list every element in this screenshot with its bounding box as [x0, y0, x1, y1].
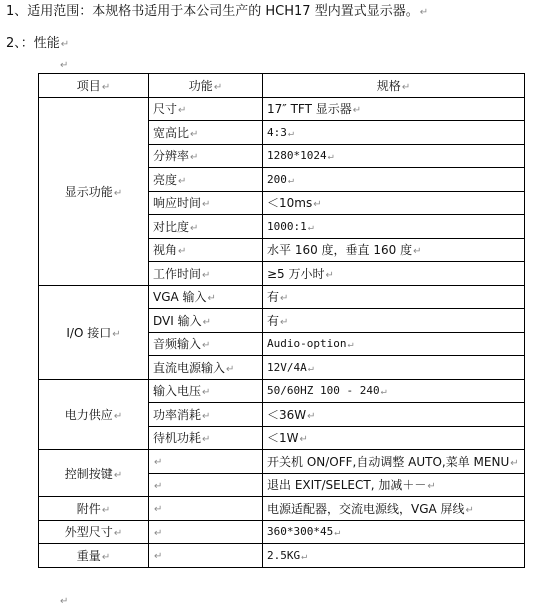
function-label: 分辨率	[153, 149, 190, 164]
group-name: 外型尺寸	[64, 525, 113, 540]
function-cell	[149, 168, 263, 192]
return-mark: ↵	[465, 504, 474, 516]
return-mark: ↵	[334, 527, 341, 539]
return-mark: ↵	[202, 199, 211, 211]
function-cell	[149, 544, 263, 568]
group-name: 附件	[76, 501, 101, 516]
spec-value: 有	[267, 290, 280, 305]
return-mark: ↵	[347, 339, 354, 351]
spec-cell	[263, 215, 525, 239]
table-header-row	[39, 74, 525, 98]
return-mark: ↵	[202, 434, 211, 446]
spec-cell	[263, 544, 525, 568]
return-mark: ↵	[325, 269, 334, 281]
spec-cell	[263, 332, 525, 356]
spec-value: 2.5KG	[267, 548, 301, 562]
spec-table	[38, 73, 525, 568]
function-cell	[149, 215, 263, 239]
spec-cell	[263, 238, 525, 262]
return-mark: ↵	[419, 7, 429, 18]
function-label: 宽高比	[153, 125, 190, 140]
function-label: 工作时间	[153, 266, 202, 281]
return-mark: ↵	[299, 434, 308, 446]
function-cell	[149, 473, 263, 497]
spec-cell	[263, 97, 525, 121]
spec-value: ＜1W	[267, 431, 299, 446]
table-row	[39, 97, 525, 121]
spec-cell	[263, 144, 525, 168]
function-label: 功率消耗	[153, 407, 202, 422]
table-row	[39, 450, 525, 474]
spec-value: 200	[267, 172, 287, 186]
table-row	[39, 379, 525, 403]
function-cell	[149, 332, 263, 356]
spec-value: ＜10ms	[267, 196, 313, 211]
group-name: I/O 接口	[66, 325, 112, 340]
return-mark: ↵	[101, 551, 111, 563]
return-mark: ↵	[307, 410, 316, 422]
return-mark: ↵	[112, 328, 121, 340]
return-mark: ↵	[154, 551, 163, 563]
group-name-cell	[39, 285, 149, 379]
return-mark: ↵	[307, 221, 314, 233]
function-label: 视角	[153, 243, 178, 258]
return-mark: ↵	[202, 410, 211, 422]
return-mark: ↵	[202, 387, 211, 399]
return-mark: ↵	[60, 39, 70, 50]
function-cell	[149, 356, 263, 380]
spec-value: 退出 EXIT/SELECT, 加减＋－	[267, 478, 427, 493]
spec-value: 开关机 ON/OFF,自动调整 AUTO,菜单 MENU	[267, 454, 510, 469]
return-mark: ↵	[60, 60, 69, 71]
return-mark: ↵	[280, 316, 289, 328]
table-row	[39, 520, 525, 544]
function-label: 音频输入	[153, 337, 202, 352]
return-mark: ↵	[190, 222, 199, 234]
spec-cell	[263, 379, 525, 403]
group-name-cell	[39, 544, 149, 568]
spec-value: 1000:1	[267, 219, 307, 233]
function-label: 直流电源输入	[153, 360, 226, 375]
spec-value: 360*300*45	[267, 525, 334, 539]
function-cell	[149, 285, 263, 309]
function-label: 亮度	[153, 172, 178, 187]
spec-value: 12V/4A	[267, 360, 307, 374]
return-mark: ↵	[413, 246, 422, 258]
group-name-cell	[39, 97, 149, 285]
spec-value: 17″ TFT 显示器	[267, 102, 352, 117]
return-mark: ↵	[60, 596, 69, 607]
spec-cell	[263, 191, 525, 215]
return-mark: ↵	[207, 293, 216, 305]
table-row	[39, 285, 525, 309]
group-name-cell	[39, 520, 149, 544]
function-cell	[149, 520, 263, 544]
return-mark: ↵	[202, 316, 211, 328]
return-mark: ↵	[190, 128, 199, 140]
return-mark: ↵	[202, 269, 211, 281]
function-label: 响应时间	[153, 196, 202, 211]
function-cell	[149, 450, 263, 474]
function-label: 对比度	[153, 219, 190, 234]
return-mark: ↵	[226, 363, 235, 375]
spec-cell	[263, 285, 525, 309]
function-cell	[149, 426, 263, 450]
return-mark: ↵	[510, 457, 519, 469]
function-label: VGA 输入	[153, 290, 207, 305]
group-name-cell	[39, 379, 149, 450]
spec-cell	[263, 121, 525, 145]
group-name: 重量	[76, 548, 101, 563]
spec-cell	[263, 356, 525, 380]
spec-value: 有	[267, 313, 280, 328]
spec-value: ＜36W	[267, 407, 307, 422]
function-cell	[149, 144, 263, 168]
scope-line	[6, 4, 428, 21]
spec-cell	[263, 520, 525, 544]
return-mark: ↵	[113, 410, 123, 422]
return-mark: ↵	[113, 469, 123, 481]
spec-value: 水平 160 度，垂直 160 度	[267, 243, 413, 258]
return-mark: ↵	[178, 105, 187, 117]
table-row	[39, 544, 525, 568]
return-mark: ↵	[301, 550, 308, 562]
function-cell	[149, 121, 263, 145]
spec-value: ≥5 万小时	[267, 266, 325, 281]
function-cell	[149, 379, 263, 403]
spec-value: 4:3	[267, 125, 287, 139]
function-cell	[149, 403, 263, 427]
function-cell	[149, 191, 263, 215]
return-mark: ↵	[190, 152, 199, 164]
return-mark: ↵	[307, 362, 314, 374]
function-cell	[149, 309, 263, 333]
perf-line	[6, 36, 69, 53]
return-mark: ↵	[352, 105, 362, 117]
function-cell	[149, 238, 263, 262]
function-cell	[149, 97, 263, 121]
return-mark: ↵	[287, 174, 294, 186]
table-row	[39, 497, 525, 521]
spec-value: 电源适配器，交流电源线，VGA 屏线	[267, 501, 465, 516]
return-mark: ↵	[178, 246, 187, 258]
return-mark: ↵	[327, 151, 334, 163]
spec-cell	[263, 403, 525, 427]
return-mark: ↵	[313, 199, 322, 211]
spec-cell	[263, 168, 525, 192]
header-item: 项目↵	[39, 74, 149, 98]
function-cell	[149, 262, 263, 286]
group-name-cell	[39, 497, 149, 521]
function-label: 尺寸	[153, 102, 178, 117]
return-mark: ↵	[280, 293, 289, 305]
spec-cell	[263, 450, 525, 474]
return-mark: ↵	[154, 527, 163, 539]
spec-cell	[263, 497, 525, 521]
group-name: 控制按键	[64, 466, 113, 481]
spec-cell	[263, 426, 525, 450]
spec-cell	[263, 262, 525, 286]
group-name-cell	[39, 450, 149, 497]
function-label: 待机功耗	[153, 431, 202, 446]
return-mark: ↵	[101, 504, 111, 516]
spec-cell	[263, 473, 525, 497]
return-mark: ↵	[202, 340, 211, 352]
group-name: 显示功能	[64, 184, 113, 199]
return-mark: ↵	[113, 187, 123, 199]
scope-text: 1、适用范围：本规格书适用于本公司生产的 HCH17 型内置式显示器。	[6, 4, 419, 19]
perf-text: 2、：性能	[6, 36, 60, 51]
function-label: DVI 输入	[153, 313, 202, 328]
spec-value: Audio-option	[267, 337, 347, 351]
return-mark: ↵	[427, 481, 436, 493]
group-name: 电力供应	[64, 407, 113, 422]
return-mark: ↵	[113, 528, 123, 540]
function-label: 输入电压	[153, 384, 202, 399]
return-mark: ↵	[178, 175, 187, 187]
header-spec: 规格↵	[263, 74, 525, 98]
return-mark: ↵	[380, 386, 387, 398]
spec-cell	[263, 309, 525, 333]
spec-value: 50/60HZ 100 - 240	[267, 384, 380, 398]
return-mark: ↵	[154, 480, 163, 492]
function-cell	[149, 497, 263, 521]
return-mark: ↵	[154, 504, 163, 516]
return-mark: ↵	[287, 127, 294, 139]
spec-value: 1280*1024	[267, 149, 327, 163]
return-mark: ↵	[154, 457, 163, 469]
header-function: 功能↵	[149, 74, 263, 98]
